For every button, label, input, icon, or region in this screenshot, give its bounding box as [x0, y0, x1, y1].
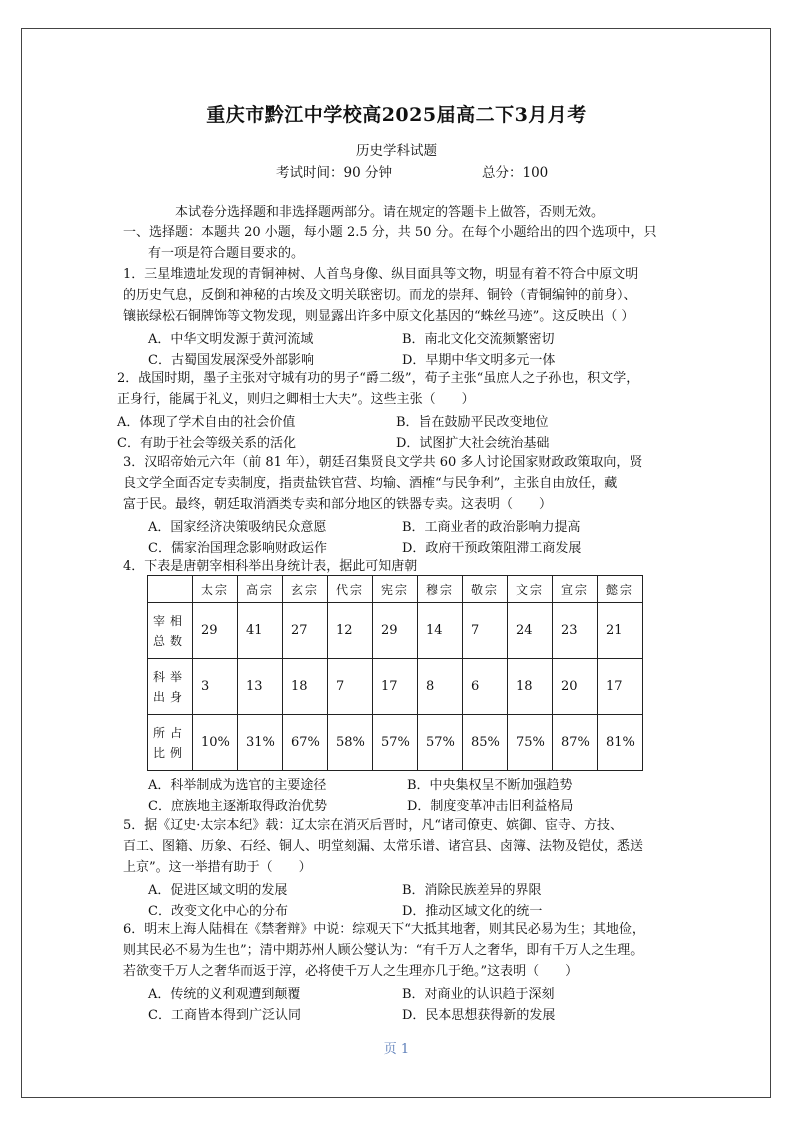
table-cell: 67%: [283, 715, 328, 771]
emperor-header: 文宗: [508, 576, 553, 603]
table-cell: 41: [238, 603, 283, 659]
q4-stem: 4．下表是唐朝宰相科举出身统计表，据此可知唐朝: [123, 559, 418, 574]
q5-line: 上京”。这一举措有助于（ ）: [123, 860, 312, 875]
emperor-header: 玄宗: [283, 576, 328, 603]
chancellor-table: [147, 575, 643, 771]
subject-title: 历史学科试题: [356, 143, 437, 159]
section-heading: 一、选择题：本题共 20 小题，每小题 2.5 分，共 50 分。在每个小题给出的四个选项中，只: [123, 225, 657, 240]
emperor-header: 太宗: [193, 576, 238, 603]
q3-option-c: C．儒家治国理念影响财政运作: [148, 541, 327, 556]
q2-option-c: C．有助于社会等级关系的活化: [117, 436, 296, 451]
table-cell: 29: [373, 603, 418, 659]
q2-line: 正身行，能属于礼义，则归之卿相士大夫”。这些主张（ ）: [117, 392, 475, 407]
table-cell: 12: [328, 603, 373, 659]
table-cell: 21: [598, 603, 643, 659]
q3-option-b: B．工商业者的政治影响力提高: [402, 520, 581, 535]
q6-option-d: D．民本思想获得新的发展: [402, 1008, 556, 1023]
q6-line: 若欲变千万人之奢华而返于淳，必将使千万人之生理亦几于绝。”这表明（ ）: [123, 964, 579, 979]
intro-text: 本试卷分选择题和非选择题两部分。请在规定的答题卡上做答，否则无效。: [175, 205, 605, 220]
q2-option-d: D．试图扩大社会统治基础: [396, 436, 550, 451]
table-cell: 57%: [373, 715, 418, 771]
table-cell: 58%: [328, 715, 373, 771]
emperor-header: 懿宗: [598, 576, 643, 603]
q4-option-b: B．中央集权呈不断加强趋势: [407, 778, 573, 793]
table-cell: 23: [553, 603, 598, 659]
table-cell: 20: [553, 659, 598, 715]
table-cell: 3: [193, 659, 238, 715]
table-row: [148, 603, 643, 659]
q6-option-c: C．工商皆本得到广泛认同: [148, 1008, 301, 1023]
table-cell: 81%: [598, 715, 643, 771]
q4-option-c: C．庶族地主逐渐取得政治优势: [148, 799, 327, 814]
q1-option-a: A．中华文明发源于黄河流域: [148, 332, 314, 347]
q6-option-b: B．对商业的认识趋于深刻: [402, 987, 555, 1002]
q2-option-b: B．旨在鼓励平民改变地位: [396, 415, 549, 430]
table-cell: 24: [508, 603, 553, 659]
table-cell: 10%: [193, 715, 238, 771]
table-cell: 18: [508, 659, 553, 715]
row-label: 宰相总数: [148, 603, 193, 659]
q4-option-a: A．科举制成为选官的主要途径: [148, 778, 327, 793]
q3-option-a: A．国家经济决策吸纳民众意愿: [148, 520, 327, 535]
table-cell: 7: [328, 659, 373, 715]
emperor-header: 宣宗: [553, 576, 598, 603]
table-cell: 13: [238, 659, 283, 715]
q4-option-d: D．制度变革冲击旧利益格局: [407, 799, 574, 814]
q1-line: 的历史气息，反倒和神秘的古埃及文明关联密切。而龙的崇拜、铜铃（青铜编钟的前身）、: [123, 288, 637, 303]
table-header-row: [148, 576, 643, 603]
table-cell: 14: [418, 603, 463, 659]
exam-time: 考试时间：90 分钟: [276, 165, 392, 181]
emperor-header: 代宗: [328, 576, 373, 603]
q3-option-d: D．政府干预政策阻滞工商发展: [402, 541, 582, 556]
q6-line: 则其民必不易为生也”；清中期苏州人顾公燮认为：“有千万人之奢华，即有千万人之生理。: [123, 943, 644, 958]
table-cell: 7: [463, 603, 508, 659]
table-cell: 31%: [238, 715, 283, 771]
table-row: [148, 659, 643, 715]
q3-line: 良文学全面否定专卖制度，指责盐铁官营、均输、酒榷“与民争利”，主张自由放任，藏: [123, 476, 618, 491]
q1-option-c: C．古蜀国发展深受外部影响: [148, 353, 314, 368]
table-cell: 85%: [463, 715, 508, 771]
section-heading-cont: 有一项是符合题目要求的。: [148, 246, 305, 261]
exam-title: 重庆市黔江中学校高2025届高二下3月月考: [206, 104, 587, 126]
table-cell: 17: [373, 659, 418, 715]
table-cell: 8: [418, 659, 463, 715]
q5-option-a: A．促进区域文明的发展: [148, 883, 288, 898]
q2-option-a: A．体现了学术自由的社会价值: [117, 415, 296, 430]
table-cell: 6: [463, 659, 508, 715]
q3-line: 3．汉昭帝始元六年（前 81 年），朝廷召集贤良文学共 60 多人讨论国家财政政策取向，贤: [123, 455, 643, 470]
table-cell: 87%: [553, 715, 598, 771]
table-cell: 27: [283, 603, 328, 659]
row-label: 所占比例: [148, 715, 193, 771]
q5-option-d: D．推动区域文化的统一: [402, 904, 543, 919]
row-label: 科举出身: [148, 659, 193, 715]
q3-line: 富于民。最终，朝廷取消酒类专卖和部分地区的铁器专卖。这表明（ ）: [123, 497, 553, 512]
q1-option-d: D．早期中华文明多元一体: [402, 353, 556, 368]
q5-option-b: B．消除民族差异的界限: [402, 883, 542, 898]
table-cell: 18: [283, 659, 328, 715]
q2-line: 2．战国时期，墨子主张对守城有功的男子“爵二级”，荀子主张“虽庶人之子孙也，积文学，: [117, 371, 640, 386]
q6-line: 6．明末上海人陆楫在《禁奢辩》中说：综观天下“大抵其地奢，则其民必易为生；其地俭，: [123, 922, 645, 937]
q1-option-b: B．南北文化交流频繁密切: [402, 332, 555, 347]
table-cell: 17: [598, 659, 643, 715]
emperor-header: 宪宗: [373, 576, 418, 603]
emperor-header: 敬宗: [463, 576, 508, 603]
q5-line: 百工、图籍、历象、石经、铜人、明堂刻漏、太常乐谱、诸宫县、卤簿、法物及铠仗，悉送: [123, 839, 644, 854]
table-corner-cell: [148, 576, 193, 603]
q6-option-a: A．传统的义利观遭到颠覆: [148, 987, 301, 1002]
emperor-header: 穆宗: [418, 576, 463, 603]
table-cell: 29: [193, 603, 238, 659]
table-row: [148, 715, 643, 771]
q1-line: 镶嵌绿松石铜牌饰等文物发现，则显露出许多中原文化基因的“蛛丝马迹”。这反映出（ ）: [123, 309, 635, 324]
table-cell: 75%: [508, 715, 553, 771]
q5-line: 5．据《辽史·太宗本纪》载：辽太宗在消灭后晋时，凡“诸司僚吏、嫔御、宦寺、方技、: [123, 818, 624, 833]
q5-option-c: C．改变文化中心的分布: [148, 904, 288, 919]
table-cell: 57%: [418, 715, 463, 771]
total-score: 总分：100: [482, 165, 549, 181]
page-number: 页 1: [383, 1042, 410, 1057]
emperor-header: 高宗: [238, 576, 283, 603]
q1-line: 1．三星堆遗址发现的青铜神树、人首鸟身像、纵目面具等文物，明显有着不符合中原文明: [123, 267, 639, 282]
